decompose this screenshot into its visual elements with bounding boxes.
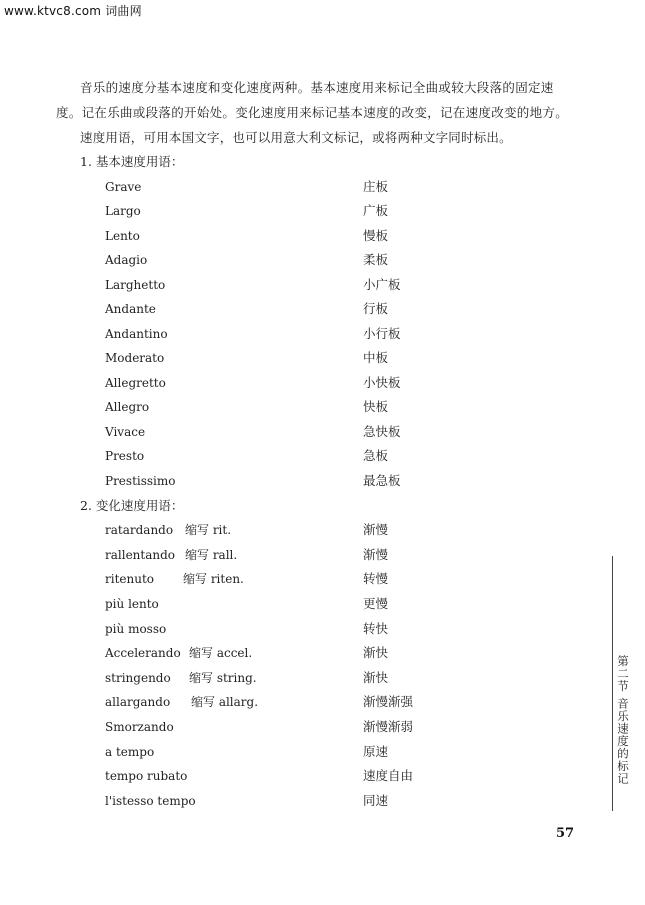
intro-line-3: 速度用语，可用本国文字，也可以用意大利文标记，或将两种文字同时标出。 xyxy=(80,130,512,145)
tempo-chinese: 原速 xyxy=(363,744,389,759)
tempo-chinese: 转快 xyxy=(363,621,389,636)
tempo-term: Smorzando xyxy=(105,720,174,734)
tempo-chinese: 快板 xyxy=(363,399,389,414)
tempo-chinese: 渐快 xyxy=(363,645,389,660)
tempo-abbreviation: 缩写 string. xyxy=(189,671,257,685)
intro-line-1: 音乐的速度分基本速度和变化速度两种。基本速度用来标记全曲或较大段落的固定速 xyxy=(80,80,554,95)
tempo-chinese: 庄板 xyxy=(363,179,389,194)
tempo-term: Lento xyxy=(105,229,140,243)
tempo-chinese: 渐慢 xyxy=(363,547,389,562)
tempo-term: Allegretto xyxy=(105,376,166,390)
tempo-abbreviation: 缩写 allarg. xyxy=(191,695,259,709)
tempo-term: ritenuto xyxy=(105,572,155,586)
tempo-term: Prestissimo xyxy=(105,474,176,488)
tempo-chinese: 急快板 xyxy=(363,424,401,439)
tempo-term: Andantino xyxy=(105,327,168,341)
tempo-term: Andante xyxy=(105,302,156,316)
tempo-chinese: 渐慢 xyxy=(363,522,389,537)
tempo-term: Adagio xyxy=(105,253,148,267)
tempo-term: allargando xyxy=(105,695,171,709)
tempo-chinese: 急板 xyxy=(363,448,389,463)
chapter-side-title: 第二节 音乐速度的标记 xyxy=(616,655,630,785)
tempo-chinese: 小快板 xyxy=(363,375,401,390)
tempo-term: Moderato xyxy=(105,351,165,365)
tempo-chinese: 渐慢渐弱 xyxy=(363,719,414,734)
side-divider-line xyxy=(612,556,613,811)
tempo-term: l'istesso tempo xyxy=(105,794,196,808)
tempo-chinese: 柔板 xyxy=(363,252,389,267)
tempo-chinese: 速度自由 xyxy=(363,768,414,783)
tempo-term: tempo rubato xyxy=(105,769,188,783)
tempo-chinese: 广板 xyxy=(363,203,389,218)
tempo-term: rallentando xyxy=(105,548,176,562)
tempo-chinese: 更慢 xyxy=(363,596,389,611)
tempo-term: Allegro xyxy=(105,400,150,414)
tempo-chinese: 小行板 xyxy=(363,326,401,341)
tempo-chinese: 渐快 xyxy=(363,670,389,685)
intro-line-2: 度。记在乐曲或段落的开始处。变化速度用来标记基本速度的改变，记在速度改变的地方。 xyxy=(56,105,569,120)
changing-tempo-heading: 2. 变化速度用语： xyxy=(80,498,184,513)
tempo-chinese: 转慢 xyxy=(363,571,389,586)
basic-tempo-heading: 1. 基本速度用语： xyxy=(80,154,184,169)
tempo-abbreviation: 缩写 rit. xyxy=(185,523,232,537)
tempo-chinese: 慢板 xyxy=(363,228,389,243)
tempo-term: Accelerando xyxy=(105,646,181,660)
tempo-chinese: 同速 xyxy=(363,793,389,808)
tempo-term: Grave xyxy=(105,180,142,194)
tempo-chinese: 行板 xyxy=(363,301,389,316)
tempo-chinese: 中板 xyxy=(363,350,389,365)
tempo-term: più lento xyxy=(105,597,159,611)
tempo-term: più mosso xyxy=(105,622,167,636)
tempo-abbreviation: 缩写 riten. xyxy=(183,572,244,586)
tempo-abbreviation: 缩写 rall. xyxy=(185,548,238,562)
page-number: 57 xyxy=(556,826,575,841)
tempo-term: stringendo xyxy=(105,671,171,685)
tempo-abbreviation: 缩写 accel. xyxy=(189,646,253,660)
tempo-term: Presto xyxy=(105,449,145,463)
tempo-chinese: 小广板 xyxy=(363,277,401,292)
site-watermark: www.ktvc8.com 词曲网 xyxy=(4,4,142,18)
tempo-term: Larghetto xyxy=(105,278,166,292)
tempo-chinese: 最急板 xyxy=(363,473,401,488)
tempo-term: a tempo xyxy=(105,745,155,759)
tempo-term: Vivace xyxy=(105,425,146,439)
tempo-chinese: 渐慢渐强 xyxy=(363,694,414,709)
tempo-term: Largo xyxy=(105,204,141,218)
tempo-term: ratardando xyxy=(105,523,174,537)
